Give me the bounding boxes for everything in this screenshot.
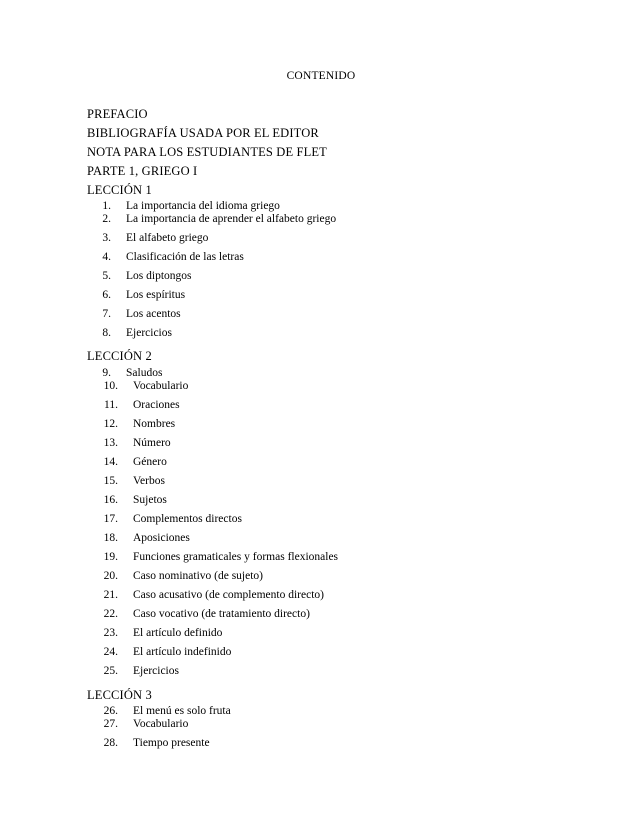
toc-item-text: Verbos: [133, 475, 165, 487]
toc-item-text: El artículo definido: [133, 627, 223, 639]
toc-item-number: 23.: [103, 627, 118, 639]
lesson-heading-3: LECCIÓN 3: [87, 688, 152, 702]
toc-item-text: Sujetos: [133, 494, 167, 506]
toc-item-text: Tiempo presente: [133, 737, 210, 749]
toc-item-text: Ejercicios: [133, 665, 179, 677]
toc-item-text: El menú es solo fruta: [133, 705, 231, 717]
page-title: CONTENIDO: [286, 70, 356, 82]
toc-item-text: Número: [133, 437, 171, 449]
toc-item-text: Complementos directos: [133, 513, 242, 525]
toc-item-text: La importancia del idioma griego: [126, 200, 280, 212]
toc-item-number: 22.: [103, 608, 118, 620]
toc-item-number: 12.: [103, 418, 118, 430]
toc-item-text: Funciones gramaticales y formas flexionales: [133, 551, 339, 563]
toc-item-text: Caso acusativo (de complemento directo): [133, 589, 324, 601]
toc-item-number: 13.: [103, 437, 118, 449]
lesson-heading-2: LECCIÓN 2: [87, 349, 152, 363]
toc-item-number: 21.: [103, 589, 118, 601]
toc-item-number: 16.: [103, 494, 118, 506]
toc-item-text: El alfabeto griego: [126, 232, 209, 244]
toc-item-text: Género: [133, 456, 167, 468]
toc-item-text: Los espíritus: [126, 289, 186, 301]
toc-item-number: 1.: [102, 200, 111, 212]
toc-item-text: La importancia de aprender el alfabeto griego: [126, 213, 337, 225]
toc-item-number: 11.: [104, 399, 118, 411]
toc-item-text: Clasificación de las letras: [126, 251, 244, 263]
toc-item-number: 17.: [103, 513, 118, 525]
toc-item-text: Saludos: [126, 367, 163, 379]
toc-item-number: 20.: [103, 570, 118, 582]
toc-item-text: Aposiciones: [133, 532, 190, 544]
toc-item-text: Los diptongos: [126, 270, 192, 282]
toc-item-text: Ejercicios: [126, 327, 172, 339]
toc-item-text: Nombres: [133, 418, 176, 430]
toc-item-text: Caso nominativo (de sujeto): [133, 570, 263, 582]
toc-item-number: 26.: [103, 705, 118, 717]
toc-item-number: 10.: [103, 380, 118, 392]
toc-item-number: 27.: [103, 718, 118, 730]
toc-item-number: 2.: [102, 213, 111, 225]
toc-item-number: 9.: [102, 367, 111, 379]
toc-item-number: 3.: [102, 232, 111, 244]
toc-item-text: Caso vocativo (de tratamiento directo): [133, 608, 310, 620]
toc-item-number: 15.: [103, 475, 118, 487]
toc-item-number: 8.: [102, 327, 111, 339]
toc-entry-bibliografia: BIBLIOGRAFÍA USADA POR EL EDITOR: [87, 126, 319, 140]
toc-item-text: Los acentos: [126, 308, 181, 320]
toc-item-number: 19.: [103, 551, 118, 563]
toc-item-number: 25.: [103, 665, 118, 677]
toc-item-text: El artículo indefinido: [133, 646, 232, 658]
toc-item-number: 7.: [102, 308, 111, 320]
toc-item-number: 4.: [102, 251, 111, 263]
toc-item-text: Vocabulario: [133, 380, 189, 392]
toc-entry-nota-estudiantes: NOTA PARA LOS ESTUDIANTES DE FLET: [87, 145, 327, 159]
toc-item-number: 24.: [103, 646, 118, 658]
toc-item-number: 6.: [102, 289, 111, 301]
toc-item-number: 28.: [103, 737, 118, 749]
toc-item-number: 18.: [103, 532, 118, 544]
toc-item-number: 5.: [102, 270, 111, 282]
toc-entry-parte-1: PARTE 1, GRIEGO I: [87, 164, 198, 178]
toc-entry-prefacio: PREFACIO: [87, 107, 148, 121]
toc-item-text: Vocabulario: [133, 718, 189, 730]
lesson-heading-1: LECCIÓN 1: [87, 183, 152, 197]
toc-item-number: 14.: [103, 456, 118, 468]
toc-item-text: Oraciones: [133, 399, 180, 411]
